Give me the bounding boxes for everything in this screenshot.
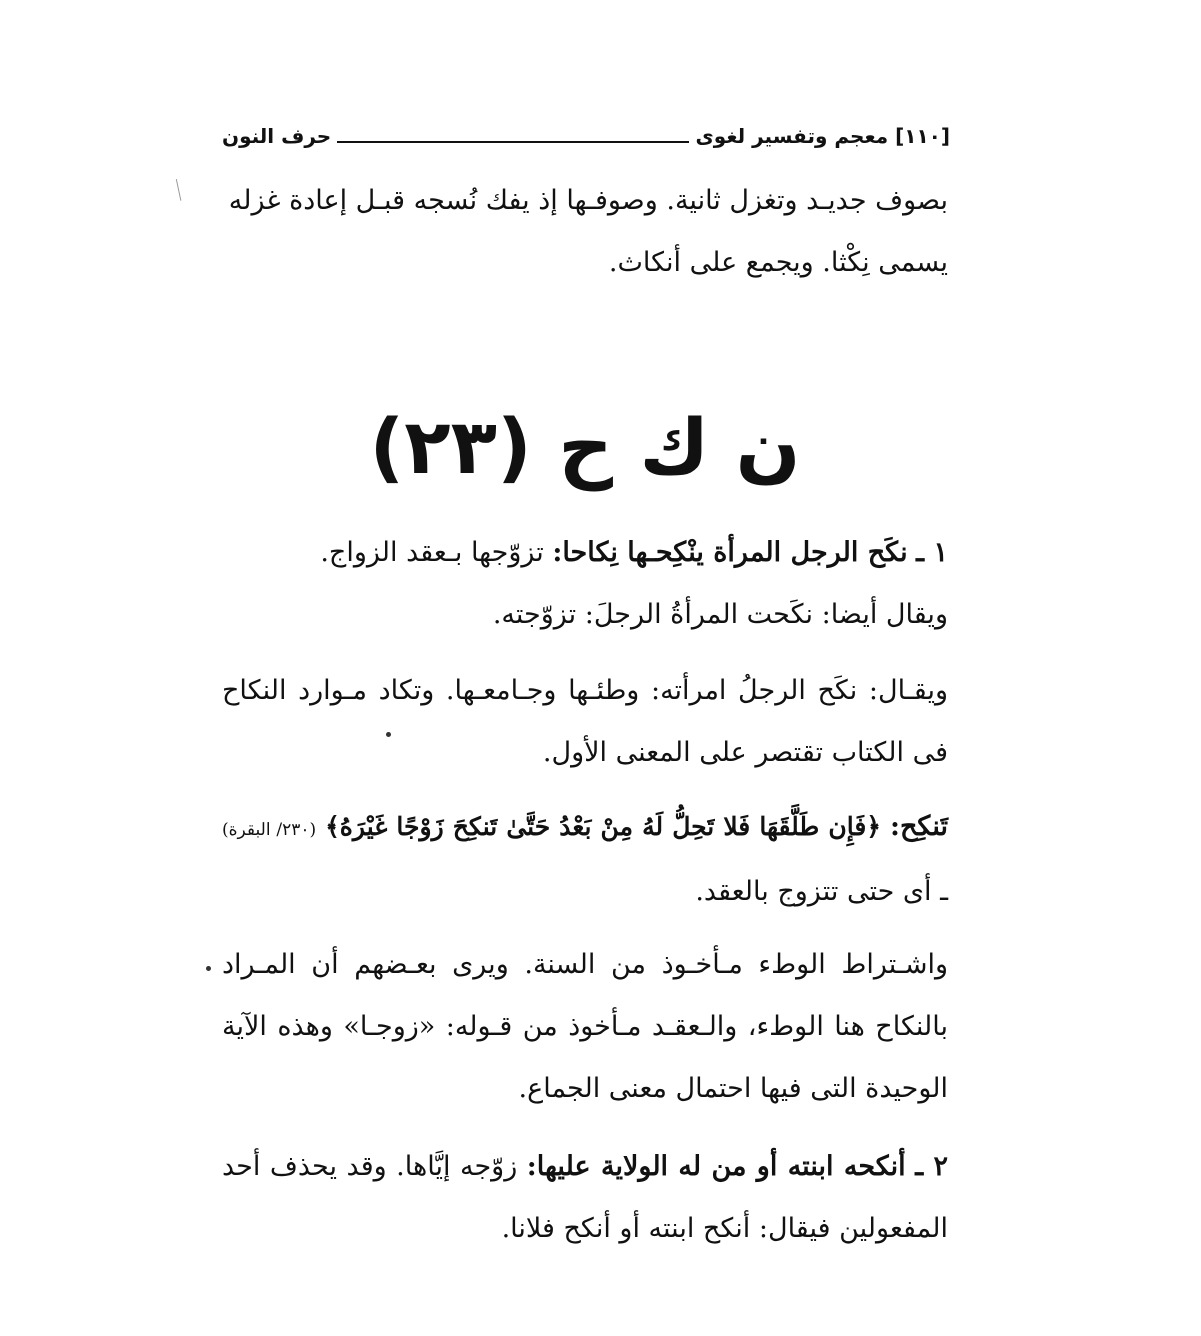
continuation-paragraph [222,170,948,294]
paragraph-2 [222,660,948,784]
sense-2-lead: أنكحه ابنته أو من له الولاية عليها: [526,1151,906,1182]
entry-title: ن ك ح (٢٣) [369,402,801,491]
quran-citation [222,796,948,923]
paragraph-4-text: واشـتراط الوطء مـأخـوذ من السنة. ويرى بعـضهم أن المـراد بالنكاح هنا الوطء، والـعقـد مـأخوذ من قـوله: «زوجـا» وهذه الآية الوحيدة التى فيها احتمال معنى الجماع. [222,949,948,1104]
sense-1-line-2: ويقال أيضا: نكَحت المرأةُ الرجلَ: تزوّجته. [492,599,948,630]
scan-speck [386,732,391,737]
sense-2 [222,1136,948,1260]
section-name: حرف النون [222,124,332,148]
sense-1-lead: نكَح الرجل المرأة ينْكِحـها نِكاحا: [552,537,908,568]
continuation-line-1: بصوف جديـد وتغزل ثانية. وصوفـها إذ يفك نُسجه قبـل إعادة غزله [228,185,948,216]
scan-speck [206,966,211,971]
citation-gloss: ـ أى حتى تتزوج بالعقد. [695,876,948,907]
sense-2-text: زوّجه إيَّاها. وقد يحذف أحد المفعولين فيقال: أنكح ابنته أو أنكح فلانا. [222,1151,948,1244]
running-header [222,118,950,154]
header-rule [337,141,689,143]
continuation-line-2: يسمى نِكْثا. ويجمع على أنكاث. [608,247,948,278]
sense-1-number: ١ ـ [916,537,948,568]
quran-citation-text [222,796,948,923]
sense-1-line [222,522,948,584]
sense-2-number: ٢ ـ [915,1151,948,1182]
sense-1-text: تزوّجها بـعقد الزواج. [320,537,544,568]
margin-scan-mark [176,177,189,200]
paragraph-4 [222,934,948,1120]
page-reference: [١١٠] معجم وتفسير لغوى [695,124,950,148]
paragraph-2-text: ويقـال: نكَح الرجلُ امرأته: وطئـها وجـامعـها. وتكاد مـوارد النكاح فى الكتاب تقتصر على المعنى الأول. [222,675,948,768]
quran-verse: ﴿فَإِن طَلَّقَهَا فَلا تَحِلُّ لَهُ مِنْ بَعْدُ حَتَّىٰ تَنكِحَ زَوْجًا غَيْرَهُ﴾ [325,812,882,841]
citation-word: تَنكِح: [890,811,948,842]
sense-1 [222,522,948,646]
verse-reference: (٢٣٠/ البقرة) [222,820,317,840]
sense-2-line [222,1136,948,1260]
